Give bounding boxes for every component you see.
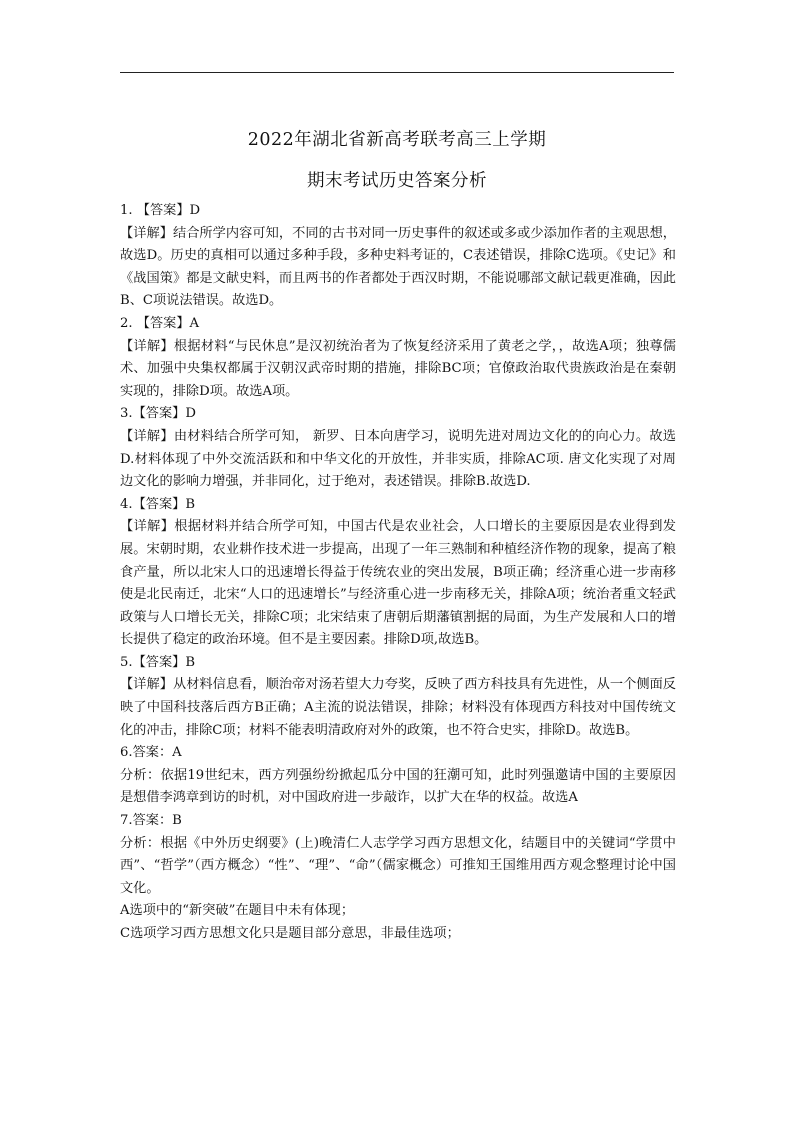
answer-content: [120, 200, 676, 946]
answer-heading: 3.【答案】D: [120, 406, 196, 422]
answer-heading: 6.答案：A: [120, 745, 182, 761]
answer-explanation: 【详解】由材料结合所学可知， 新罗、日本向唐学习，说明先进对周边文化的的向心力。故选D.材料体现了中外交流活跃和和中华文化的开放性，并非实质，排除AC项. 唐文化实现了对周边文化的影响力增强，并非同化，过于绝对，表述错误。排除B.故选D.: [120, 428, 676, 490]
document-subtitle: 期末考试历史答案分析: [307, 171, 487, 191]
answer-explanation: 分析：依据19世纪末，西方列强纷纷掀起瓜分中国的狂潮可知，此时列强邀请中国的主要原因是想借李鸿章到访的时机，对中国政府进一步敲诈，以扩大在华的权益。故选A: [120, 767, 676, 806]
question-1: [120, 200, 676, 313]
answer-explanation: 【详解】从材料信息看，顺治帝对汤若望大力夸奖，反映了西方科技具有先进性，从一个侧面反映了中国科技落后西方B正确；A主流的说法错误，排除；材料没有体现西方科技对中国传统文化的冲击，排除C项；材料不能表明清政府对外的政策，也不符合史实，排除D。故选B。: [120, 677, 676, 738]
answer-explanation: 【详解】根据材料并结合所学可知，中国古代是农业社会，人口增长的主要原因是农业得到发展。宋朝时期，农业耕作技术进一步提高，出现了一年三熟制和种植经济作物的现象，提高了粮食产量，所以北宋人口的迅速增长得益于传统农业的突出发展，B项正确；经济重心进一步南移使是北民南迁，北宋“人口的迅速增长”与经济重心进一步南移无关，排除A项；统治者重文轻武政策与人口增长无关，排除C项；北宋结束了唐朝后期藩镇割据的局面，为生产发展和人口的增长提供了稳定的政治环境。但不是主要因素。排除D项,故选B。: [120, 519, 676, 648]
answer-explanation: 【详解】根据材料“与民休息”是汉初统治者为了恢复经济采用了黄老之学，，故选A项；独尊儒术、加强中央集权都属于汉朝汉武帝时期的措施，排除BC项；官僚政治取代贵族政治是在秦朝实现的，排除D项。故选A项。: [120, 338, 676, 399]
answer-heading: 7.答案：B: [120, 813, 182, 829]
question-3: [120, 403, 676, 493]
answer-heading: 1. 【答案】D: [120, 203, 201, 218]
top-rule: [120, 72, 674, 73]
question-2: [120, 313, 676, 403]
question-5: [120, 652, 676, 742]
answer-explanation: 【详解】结合所学内容可知，不同的古书对同一历史事件的叙述或多或少添加作者的主观思想，故选D。历史的真相可以通过多种手段，多种史料考证的，C表述错误，排除C选项。《史记》和《战国策》都是文献史料，而且两书的作者都处于西汉时期，不能说哪部文献记载更准确，因此B、C项说法错误。故选D。: [120, 225, 676, 309]
answer-heading: 5.【答案】B: [120, 654, 196, 670]
question-7: [120, 810, 676, 946]
document-title: 2022年湖北省新高考联考高三上学期: [247, 130, 547, 150]
answer-note: A选项中的“新突破”在题目中未有体现；: [120, 903, 355, 919]
answer-explanation: 分析：根据《中外历史纲要》(上)晚清仁人志学学习西方思想文化，结题目中的关键词“学贯中西”、“哲学”（西方概念）“性”、“理”、“命”（儒家概念）可推知王国维用西方观念整理讨论中国文化。: [120, 835, 676, 896]
question-6: [120, 742, 676, 810]
answer-note: C选项学习西方思想文化只是题目部分意思，非最佳选项；: [120, 926, 460, 941]
question-4: [120, 494, 676, 652]
answer-heading: 2. 【答案】A: [120, 315, 200, 331]
answer-heading: 4.【答案】B: [120, 496, 196, 512]
